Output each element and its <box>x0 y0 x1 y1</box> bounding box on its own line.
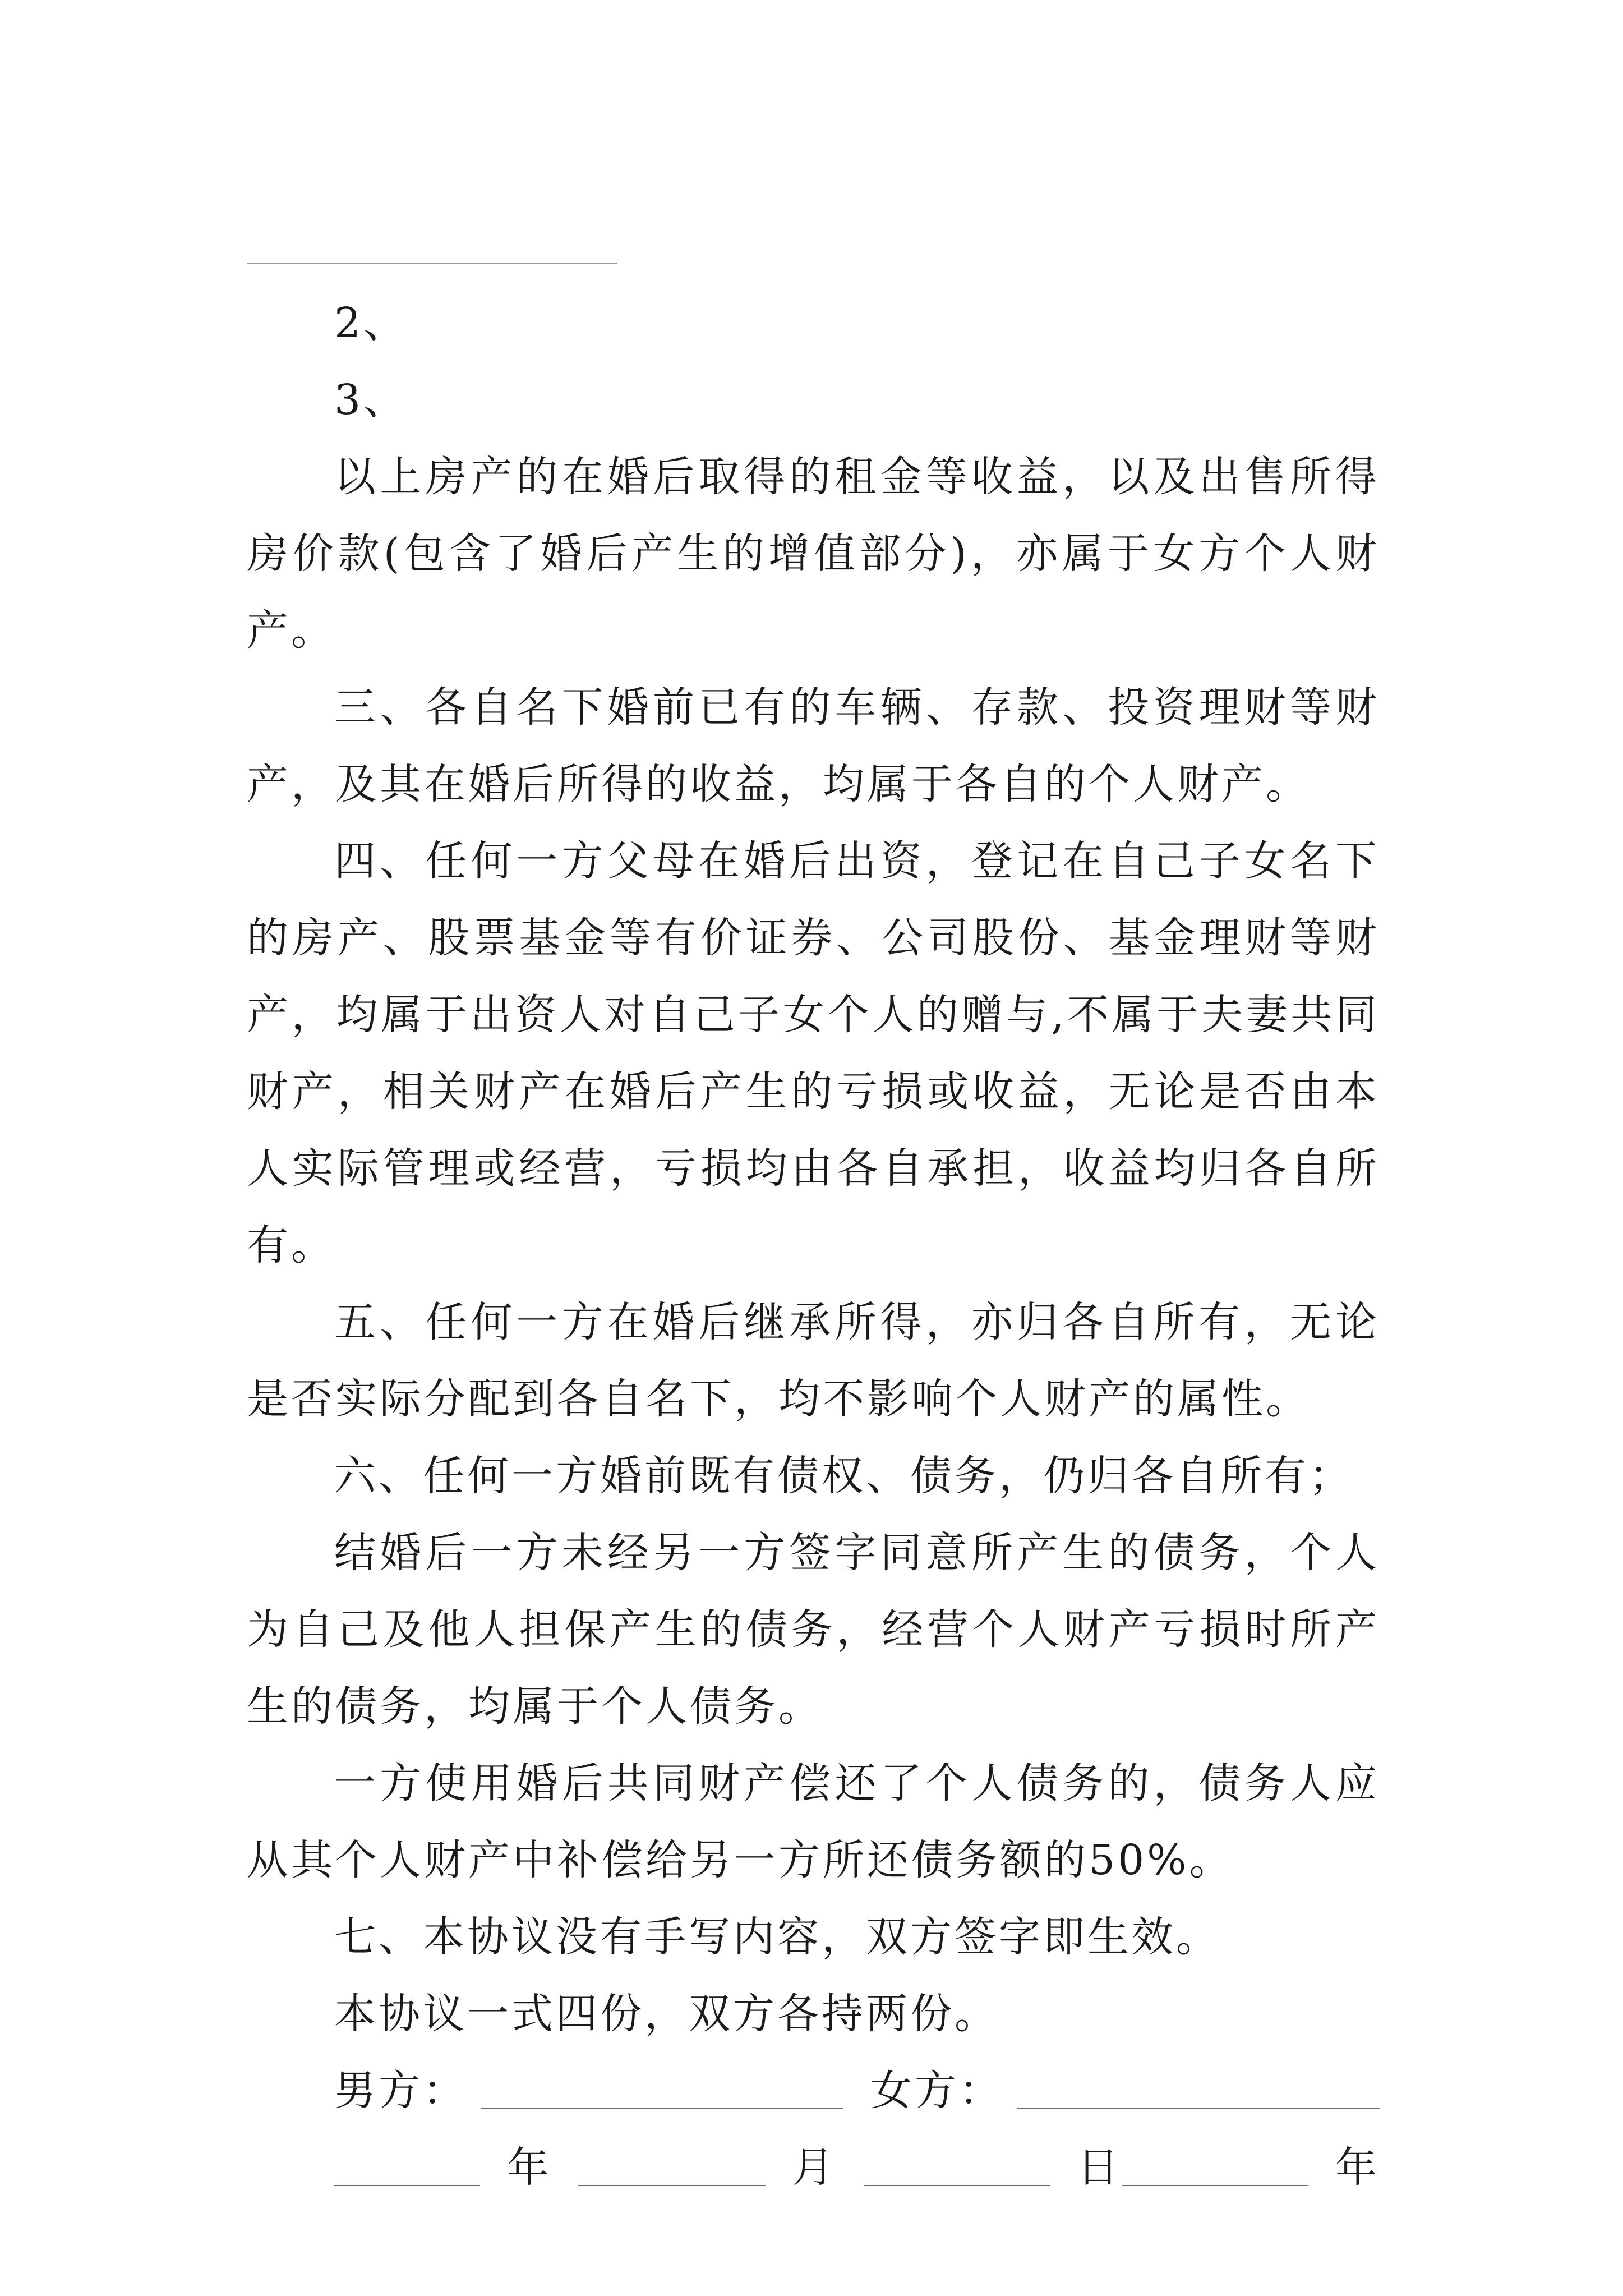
month-label: 月 <box>792 2143 837 2192</box>
paragraph-debt-repayment: 一方使用婚后共同财产偿还了个人债务的，债务人应从其个人财产中补偿给另一方所还债务额的50%。 <box>247 1759 1380 1884</box>
month-blank[interactable] <box>578 2185 765 2186</box>
female-label: 女方： <box>870 2067 1003 2115</box>
paragraph-item-2: 2、 <box>334 299 408 347</box>
paragraph-clause-four: 四、任何一方父母在婚后出资，登记在自己子女名下的房产、股票基金等有价证券、公司股份、基金理财等财产，均属于出资人对自己子女个人的赠与,不属于夫妻共同财产，相关财产在婚后产生的亏损或收益，无论是否由本人实际管理或经营，亏损均由各自承担，收益均归各自所有。 <box>247 837 1380 1269</box>
year-blank[interactable] <box>334 2185 480 2186</box>
male-signature-blank[interactable] <box>481 2108 843 2109</box>
signature-row <box>247 2053 1380 2129</box>
date-row <box>247 2129 1380 2206</box>
paragraph-item-3: 3、 <box>334 376 408 424</box>
male-label: 男方： <box>334 2067 467 2115</box>
paragraph-clause-three: 三、各自名下婚前已有的车辆、存款、投资理财等财产，及其在婚后所得的收益，均属于各自的个人财产。 <box>247 683 1380 808</box>
document-body <box>247 285 1380 2206</box>
year-label-2: 年 <box>1335 2143 1380 2192</box>
female-signature-blank[interactable] <box>1017 2108 1380 2109</box>
top-divider <box>247 263 617 264</box>
paragraph-clause-six: 六、任何一方婚前既有债权、债务，仍归各自所有； <box>334 1452 1353 1500</box>
day-blank[interactable] <box>864 2185 1050 2186</box>
paragraph-clause-seven: 七、本协议没有手写内容，双方签字即生效。 <box>334 1913 1220 1961</box>
paragraph-personal-debt: 结婚后一方未经另一方签字同意所产生的债务，个人为自己及他人担保产生的债务，经营个人财产亏损时所产生的债务，均属于个人债务。 <box>247 1529 1380 1731</box>
day-label: 日 <box>1077 2143 1122 2192</box>
year-blank-2[interactable] <box>1122 2185 1308 2186</box>
paragraph-copies: 本协议一式四份，双方各持两份。 <box>334 1990 999 2038</box>
year-label: 年 <box>507 2143 552 2192</box>
paragraph-clause-five: 五、任何一方在婚后继承所得，亦归各自所有，无论是否实际分配到各自名下，均不影响个人财产的属性。 <box>247 1298 1380 1423</box>
paragraph-property-income: 以上房产的在婚后取得的租金等收益，以及出售所得房价款(包含了婚后产生的增值部分)，亦属于女方个人财产。 <box>247 453 1380 655</box>
